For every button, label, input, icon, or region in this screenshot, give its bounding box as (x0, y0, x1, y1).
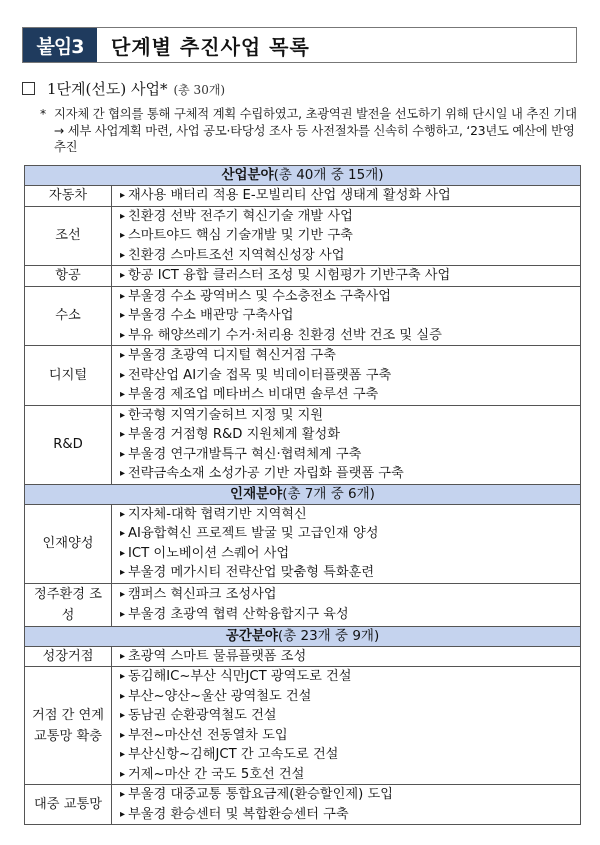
footnote-text: 지자체 간 협의를 통해 구체적 계획 수립하였고, 초광역권 발전을 선도하기 위해 단시일 내 추진 기대 → 세부 사업계획 마련, 사업 공모·타당성 조사 등 사전절차를 신속히 수행하고, ‘23년도 예산에 반영 추진 (54, 107, 577, 154)
square-bullet-icon (22, 82, 35, 95)
group-count: (총 23개 중 9개) (277, 627, 380, 644)
project-item: ▸ 부울경 초광역 디지털 혁신거점 구축 (120, 346, 580, 366)
items-cell (112, 583, 581, 626)
table-row (25, 785, 581, 825)
table-row (25, 583, 581, 626)
project-item: ▸ 부산~양산~울산 광역철도 건설 (120, 687, 580, 707)
items-cell (112, 667, 581, 785)
group-header-cell (25, 626, 581, 646)
project-item: ▸ 부산신항~김해JCT 간 고속도로 건설 (120, 745, 580, 765)
project-item: ▸ 지자체-대학 협력기반 지역혁신 (120, 505, 580, 525)
group-name: 산업분야 (221, 167, 274, 183)
project-item: ▸ 부울경 연구개발특구 혁신·협력체계 구축 (120, 445, 580, 465)
section-title: 1단계(선도) 사업* (47, 80, 168, 98)
table-row (25, 266, 581, 287)
project-item: ▸ 동김해IC~부산 식만JCT 광역도로 건설 (120, 667, 580, 687)
table-row (25, 504, 581, 583)
category-cell: 대중 교통망 (25, 785, 112, 825)
table-row (25, 346, 581, 406)
project-item: ▸ 부울경 메가시티 전략산업 맞춤형 특화훈련 (120, 563, 580, 583)
table-row (25, 286, 581, 346)
items-cell (112, 504, 581, 583)
category-cell: 자동차 (25, 186, 112, 207)
project-item: ▸ 캠퍼스 혁신파크 조성사업 (120, 585, 580, 605)
category-cell: 디지털 (25, 346, 112, 406)
project-table (24, 165, 581, 825)
group-name: 공간분야 (225, 627, 278, 644)
group-header-cell (25, 166, 581, 186)
category-cell: 성장거점 (25, 646, 112, 667)
project-item: ▸ AI융합혁신 프로젝트 발굴 및 고급인재 양성 (120, 524, 580, 544)
appendix-tag: 붙임3 (23, 28, 97, 62)
project-item: ▸ 부울경 대중교통 통합요금제(환승할인제) 도입 (120, 785, 580, 805)
project-item: ▸ 동남권 순환광역철도 건설 (120, 706, 580, 726)
project-item: ▸ 친환경 선박 전주기 혁신기술 개발 사업 (120, 207, 580, 227)
category-cell: 거점 간 연계 교통망 확충 (25, 667, 112, 785)
table-row (25, 405, 581, 484)
group-count: (총 40개 중 15개) (273, 167, 384, 183)
group-count: (총 7개 중 6개) (282, 485, 375, 502)
category-cell: 수소 (25, 286, 112, 346)
group-header (25, 166, 581, 186)
group-header-cell (25, 484, 581, 504)
project-item: ▸ 항공 ICT 융합 클러스터 조성 및 시험평가 기반구축 사업 (120, 266, 580, 286)
table-row (25, 186, 581, 207)
project-item: ▸ 재사용 배터리 적용 E-모빌리티 산업 생태계 활성화 사업 (120, 186, 580, 206)
items-cell (112, 405, 581, 484)
category-cell: 정주환경 조성 (25, 583, 112, 626)
project-item: ▸ 부울경 거점형 R&D 지원체계 활성화 (120, 425, 580, 445)
items-cell (112, 286, 581, 346)
table-row (25, 667, 581, 785)
project-item: ▸ 거제~마산 간 국도 5호선 건설 (120, 765, 580, 785)
items-cell (112, 646, 581, 667)
project-item: ▸ 스마트야드 핵심 기술개발 및 기반 구축 (120, 226, 580, 246)
items-cell (112, 186, 581, 207)
project-item: ▸ 친환경 스마트조선 지역혁신성장 사업 (120, 246, 580, 266)
category-cell: 조선 (25, 206, 112, 266)
group-name: 인재분야 (230, 485, 283, 502)
category-cell: 인재양성 (25, 504, 112, 583)
section-count: (총 30개) (173, 83, 226, 97)
project-item: ▸ 초광역 스마트 물류플랫폼 조성 (120, 647, 580, 667)
items-cell (112, 206, 581, 266)
group-header (25, 626, 581, 646)
project-item: ▸ 한국형 지역기술허브 지정 및 지원 (120, 406, 580, 426)
table-row (25, 646, 581, 667)
page-title: 단계별 추진사업 목록 (111, 34, 310, 59)
project-item: ▸ 부울경 환승센터 및 복합환승센터 구축 (120, 805, 580, 825)
project-item: ▸ 부울경 제조업 메타버스 비대면 솔루션 구축 (120, 385, 580, 405)
project-item: ▸ 부울경 수소 광역버스 및 수소충전소 구축사업 (120, 287, 580, 307)
project-item: ▸ ICT 이노베이션 스퀘어 사업 (120, 544, 580, 564)
project-item: ▸ 부울경 초광역 협력 산학융합지구 육성 (120, 605, 580, 625)
group-header (25, 484, 581, 504)
project-item: ▸ 부울경 수소 배관망 구축사업 (120, 306, 580, 326)
section-heading (22, 78, 225, 99)
title-box (22, 27, 577, 63)
category-cell: R&D (25, 405, 112, 484)
footnote-mark: * (40, 107, 46, 121)
project-item: ▸ 부전~마산선 전동열차 도입 (120, 726, 580, 746)
footnote (40, 106, 580, 156)
table-row (25, 206, 581, 266)
items-cell (112, 346, 581, 406)
items-cell (112, 785, 581, 825)
project-item: ▸ 전략산업 AI기술 접목 및 빅데이터플랫폼 구축 (120, 366, 580, 386)
project-item: ▸ 전략금속소재 소성가공 기반 자립화 플랫폼 구축 (120, 464, 580, 484)
category-cell: 항공 (25, 266, 112, 287)
items-cell (112, 266, 581, 287)
project-item: ▸ 부유 해양쓰레기 수거·처리용 친환경 선박 건조 및 실증 (120, 326, 580, 346)
